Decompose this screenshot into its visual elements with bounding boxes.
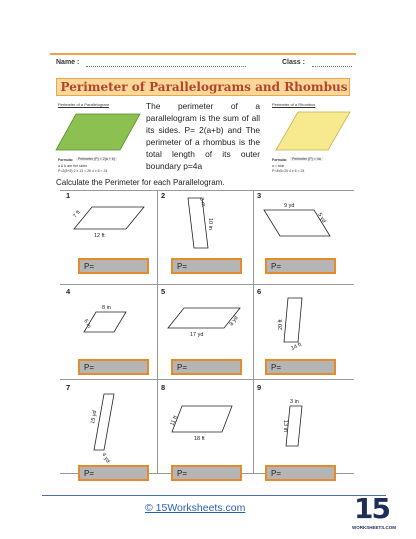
- parallelogram-example: [54, 100, 142, 180]
- problem-8-answer[interactable]: P=: [171, 465, 242, 481]
- parallelogram-note-2: P=2(8+5) 2 x 13 = 26 4 x 6 = 24: [58, 169, 108, 173]
- problem-5-label-b: 8 yd: [228, 315, 240, 328]
- problem-2-answer[interactable]: P=: [171, 258, 242, 274]
- problem-3-answer[interactable]: P=: [265, 258, 336, 274]
- problem-1-label-b: 12 ft: [94, 233, 105, 239]
- name-line[interactable]: [86, 66, 246, 67]
- problem-4-number: 4: [66, 287, 71, 296]
- rhombus-example: [268, 100, 356, 180]
- problem-8-label-a: 11 ft: [169, 414, 180, 427]
- title-banner: [56, 78, 350, 96]
- logo-number-icon: 15: [354, 492, 389, 525]
- problem-6-number: 6: [257, 287, 262, 296]
- problem-5-number: 5: [161, 287, 166, 296]
- problem-3-shape: [260, 200, 336, 242]
- problem-6-label-a: 20 ft: [278, 319, 284, 330]
- grid-divider-h2: [60, 379, 354, 380]
- parallelogram-formula-label: Formula:: [58, 158, 73, 162]
- grid-divider-v1: [157, 190, 158, 473]
- class-line[interactable]: [312, 66, 352, 67]
- problem-9-label-a: 3 in: [290, 399, 299, 405]
- problem-3-number: 3: [257, 191, 262, 200]
- problem-5-shape: [166, 304, 246, 340]
- problem-2-label-b: 10 in: [207, 218, 213, 230]
- problem-2-shape: [186, 196, 226, 252]
- site-logo: [352, 492, 397, 534]
- rhombus-example-polygon: [276, 112, 350, 150]
- name-label: Name :: [56, 59, 80, 66]
- logo-text: WORKSHEETS.COM: [352, 525, 397, 530]
- top-border: [50, 53, 356, 55]
- rhombus-note-1: a = side: [272, 164, 285, 168]
- problem-7-label-b: 4 yd: [100, 452, 111, 465]
- problem-9-answer[interactable]: P=: [265, 465, 336, 481]
- problem-9-number: 9: [257, 383, 262, 392]
- problem-8-shape: [170, 402, 246, 442]
- problem-7-answer[interactable]: P=: [78, 465, 149, 481]
- footer-divider: [42, 495, 386, 496]
- problem-3-label-a: 9 yd: [284, 203, 295, 209]
- parallelogram-formula: Perimeter (P) = 2(a + b): [78, 157, 115, 161]
- problem-1-parallelogram: [74, 207, 144, 229]
- rhombus-note-2: P=4x5=20 4 x 6 = 24: [272, 169, 305, 173]
- problem-1-answer[interactable]: P=: [78, 258, 149, 274]
- copyright-link[interactable]: © 15Worksheets.com: [145, 502, 246, 514]
- problem-7-label-a: 15 yd: [90, 410, 99, 425]
- problem-7-shape: [90, 392, 130, 465]
- page-title: Perimeter of Parallelograms and Rhombus: [60, 80, 348, 94]
- problem-6-parallelogram: [284, 298, 302, 342]
- problem-1-shape: [72, 205, 148, 239]
- rhombus-formula: Perimeter (P) = 4a: [292, 157, 321, 161]
- problem-7-number: 7: [66, 383, 71, 392]
- parallelogram-example-shape: [54, 108, 142, 158]
- rhombus-example-shape: [268, 108, 356, 158]
- parallelogram-example-polygon: [56, 114, 140, 150]
- instruction: Calculate the Perimeter for each Parallelogram.: [56, 178, 225, 187]
- parallelogram-caption: Perimeter of a Parallelogram: [58, 102, 109, 107]
- problem-3-label-b: 5 yd: [316, 212, 327, 225]
- problem-2-number: 2: [161, 191, 166, 200]
- problem-7-parallelogram: [94, 394, 114, 450]
- problem-6-label-b: 14 ft: [290, 341, 303, 352]
- problem-8-number: 8: [161, 383, 166, 392]
- problem-5-answer[interactable]: P=: [171, 359, 242, 375]
- problem-1-label-a: 7 ft: [72, 209, 82, 220]
- intro-paragraph: The perimeter of a parallelogram is the sum of all its sides. P= 2(a+b) and The perimeter of a rhombus is the total length of its outer boundary p=4a: [146, 101, 260, 171]
- grid-divider-h1: [60, 284, 354, 285]
- rhombus-formula-label: Formula:: [272, 158, 287, 162]
- problem-2-label-a: 3 m: [198, 196, 207, 208]
- problem-8-parallelogram: [172, 406, 232, 432]
- problem-4-shape: [80, 300, 140, 336]
- problem-9-shape: [276, 394, 326, 454]
- class-label: Class :: [282, 59, 305, 66]
- problem-4-answer[interactable]: P=: [78, 359, 149, 375]
- parallelogram-note-1: a & b are the sides: [58, 164, 88, 168]
- problem-9-label-b: 13 in: [282, 420, 288, 432]
- problem-8-label-b: 18 ft: [194, 436, 205, 442]
- problem-6-answer[interactable]: P=: [265, 359, 336, 375]
- problem-6-shape: [272, 296, 322, 352]
- problem-5-label-a: 17 yd: [190, 332, 204, 338]
- problem-4-label-a: 8 in: [102, 305, 111, 311]
- grid-divider-v2: [253, 190, 254, 473]
- problem-4-label-b: 6 in: [82, 318, 92, 330]
- problem-1-number: 1: [66, 191, 71, 200]
- rhombus-caption: Perimeter of a Rhombus: [272, 102, 316, 107]
